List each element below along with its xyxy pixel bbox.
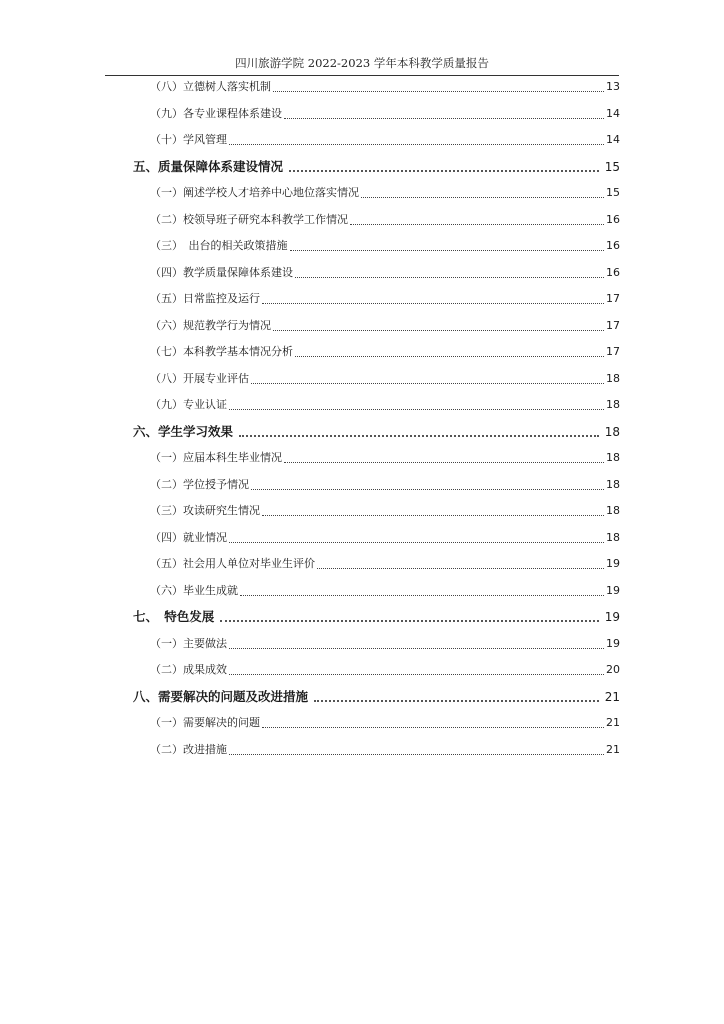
toc-dot-leader: [220, 620, 598, 622]
toc-dot-leader: [273, 330, 604, 331]
toc-page-number: 19: [604, 610, 620, 624]
toc-page-number: 21: [604, 689, 620, 704]
toc-subsection-entry[interactable]: [150, 528, 620, 548]
toc-subsection-entry[interactable]: [150, 77, 620, 97]
toc-subsection-entry[interactable]: [150, 713, 620, 733]
toc-subsection-entry[interactable]: [150, 104, 620, 124]
toc-section-entry[interactable]: [133, 687, 620, 707]
toc-dot-leader: [262, 727, 604, 728]
toc-subsection-entry[interactable]: [150, 210, 620, 230]
toc-dot-leader: [284, 118, 604, 119]
toc-subsection-entry[interactable]: [150, 448, 620, 468]
toc-page-number: 17: [606, 345, 620, 358]
toc-entry-label: （七）本科教学基本情况分析: [150, 345, 293, 358]
toc-entry-label: （一）应届本科生毕业情况: [150, 451, 282, 464]
toc-entry-label: 六、学生学习效果: [133, 423, 234, 439]
toc-subsection-entry[interactable]: [150, 342, 620, 362]
toc-entry-label: （九）专业认证: [150, 398, 227, 411]
toc-dot-leader: [262, 303, 604, 304]
toc-dot-leader: [262, 515, 604, 516]
toc-dot-leader: [251, 383, 604, 384]
toc-dot-leader: [290, 250, 605, 251]
toc-entry-label: （三） 出台的相关政策措施: [150, 239, 288, 252]
toc-subsection-entry[interactable]: [150, 475, 620, 495]
toc-entry-label: （三）攻读研究生情况: [150, 504, 260, 517]
toc-subsection-entry[interactable]: [150, 369, 620, 389]
toc-entry-label: （六）规范教学行为情况: [150, 318, 271, 332]
toc-subsection-entry[interactable]: [150, 263, 620, 283]
toc-page-number: 14: [606, 106, 620, 120]
toc-entry-label: （二）校领导班子研究本科教学工作情况: [150, 212, 348, 226]
toc-page-number: 20: [606, 663, 620, 676]
toc-dot-leader: [284, 462, 604, 463]
toc-page-number: 18: [604, 424, 620, 439]
toc-entry-label: 八、需要解决的问题及改进措施: [133, 688, 309, 704]
toc-entry-label: （一）阐述学校人才培养中心地位落实情况: [150, 186, 359, 199]
toc-section-entry[interactable]: [133, 607, 620, 627]
toc-dot-leader: [314, 700, 599, 702]
toc-entry-label: （八）立德树人落实机制: [150, 80, 271, 93]
header-rule: [105, 75, 619, 76]
toc-dot-leader: [229, 542, 604, 543]
toc-entry-label: （四）教学质量保障体系建设: [150, 265, 293, 279]
toc-dot-leader: [295, 356, 604, 357]
toc-entry-label: （一）主要做法: [150, 636, 227, 650]
toc-page-number: 18: [606, 371, 620, 385]
toc-subsection-entry[interactable]: [150, 130, 620, 150]
toc-page-number: 15: [604, 159, 620, 174]
toc-dot-leader: [229, 648, 604, 649]
toc-page-number: 18: [606, 451, 620, 464]
toc-dot-leader: [289, 170, 599, 172]
toc-subsection-entry[interactable]: [150, 316, 620, 336]
toc-page-number: 21: [606, 742, 620, 756]
toc-page-number: 19: [606, 583, 620, 597]
toc-page-number: 19: [606, 636, 620, 650]
toc-page-number: 14: [606, 133, 620, 146]
toc-dot-leader: [295, 277, 604, 278]
toc-entry-label: （八）开展专业评估: [150, 371, 249, 385]
toc-page-number: 18: [606, 504, 620, 517]
toc-page-number: 16: [606, 265, 620, 279]
toc-entry-label: （十）学风管理: [150, 133, 227, 146]
toc-subsection-entry[interactable]: [150, 236, 620, 256]
toc-entry-label: 五、质量保障体系建设情况: [133, 158, 284, 174]
toc-subsection-entry[interactable]: [150, 395, 620, 415]
toc-entry-label: （二）学位授予情况: [150, 477, 249, 491]
toc-entry-label: （五）社会用人单位对毕业生评价: [150, 557, 315, 570]
page-header-title: 四川旅游学院 2022-2023 学年本科教学质量报告: [235, 56, 489, 70]
toc-subsection-entry[interactable]: [150, 740, 620, 760]
toc-dot-leader: [229, 754, 604, 755]
toc-entry-label: 七、 特色发展: [133, 609, 215, 624]
toc-section-entry[interactable]: [133, 422, 620, 442]
toc-page-number: 18: [606, 477, 620, 491]
toc-page-number: 18: [606, 530, 620, 544]
toc-dot-leader: [350, 224, 604, 225]
toc-subsection-entry[interactable]: [150, 289, 620, 309]
toc-entry-label: （五）日常监控及运行: [150, 292, 260, 305]
toc-entry-label: （一）需要解决的问题: [150, 716, 260, 729]
toc-subsection-entry[interactable]: [150, 660, 620, 680]
toc-page-number: 15: [606, 186, 620, 199]
toc-entry-label: （四）就业情况: [150, 530, 227, 544]
toc-dot-leader: [229, 409, 604, 410]
toc-page-number: 17: [606, 318, 620, 332]
toc-section-entry[interactable]: [133, 157, 620, 177]
toc-page-number: 16: [606, 212, 620, 226]
toc-dot-leader: [229, 674, 604, 675]
toc-entry-label: （二）改进措施: [150, 742, 227, 756]
toc-entry-label: （九）各专业课程体系建设: [150, 106, 282, 120]
toc-page-number: 17: [606, 292, 620, 305]
toc-dot-leader: [239, 435, 599, 437]
toc-page-number: 16: [606, 239, 620, 252]
toc-page-number: 19: [606, 557, 620, 570]
toc-subsection-entry[interactable]: [150, 554, 620, 574]
toc-dot-leader: [317, 568, 604, 569]
toc-entry-label: （二）成果成效: [150, 663, 227, 676]
toc-page-number: 21: [606, 716, 620, 729]
toc-page-number: 18: [606, 398, 620, 411]
toc-entry-label: （六）毕业生成就: [150, 583, 238, 597]
toc-dot-leader: [361, 197, 604, 198]
toc-subsection-entry[interactable]: [150, 183, 620, 203]
toc-dot-leader: [229, 144, 604, 145]
toc-dot-leader: [251, 489, 604, 490]
toc-page-number: 13: [606, 80, 620, 93]
toc-dot-leader: [273, 91, 604, 92]
toc-subsection-entry[interactable]: [150, 634, 620, 654]
toc-subsection-entry[interactable]: [150, 501, 620, 521]
toc-dot-leader: [240, 595, 604, 596]
toc-subsection-entry[interactable]: [150, 581, 620, 601]
